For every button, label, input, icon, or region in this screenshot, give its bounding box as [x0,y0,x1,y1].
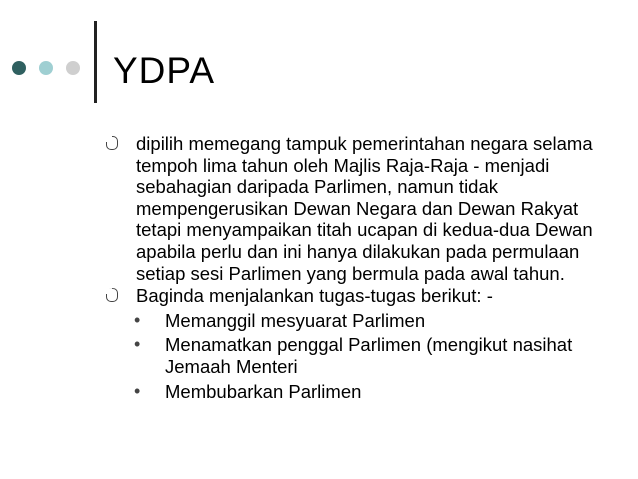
square-bullet-icon [106,288,118,302]
slide-title: YDPA [113,50,216,91]
list-item [104,133,604,284]
sub-list [132,310,604,402]
sub-list-item [132,334,604,377]
slide-content [104,133,604,405]
title-divider-bar [94,21,97,103]
sub-list-item-text: Memanggil mesyuarat Parlimen [165,309,426,331]
sub-list-item [132,310,604,332]
sub-list-item [132,381,604,403]
dot-bullet-icon: • [134,309,141,330]
dot-dark [12,61,26,75]
dot-teal [39,61,53,75]
sub-list-item-text: Menamatkan penggal Parlimen (mengikut nasihat Jemaah Menteri [165,334,573,377]
dot-bullet-icon: • [134,380,141,401]
dot-gray [66,61,80,75]
sub-list-item-text: Membubarkan Parlimen [165,380,362,402]
list-item-text: Baginda menjalankan tugas-tugas berikut: - [136,285,493,307]
list-item [104,285,604,307]
dot-bullet-icon: • [134,334,141,355]
list-item-text: dipilih memegang tampuk pemerintahan negara selama tempoh lima tahun oleh Majlis Raja-Raja - menjadi sebahagian daripada Parlimen, namun tidak mempengerusikan Dewan Negara dan Dewan Rakyat tetapi menyampaikan titah ucapan di kedua-dua Dewan apabila perlu dan ini hanya dilakukan pada permulaan setiap sesi Parlimen yang bermula pada awal tahun. [136,133,593,284]
square-bullet-icon [106,136,118,150]
